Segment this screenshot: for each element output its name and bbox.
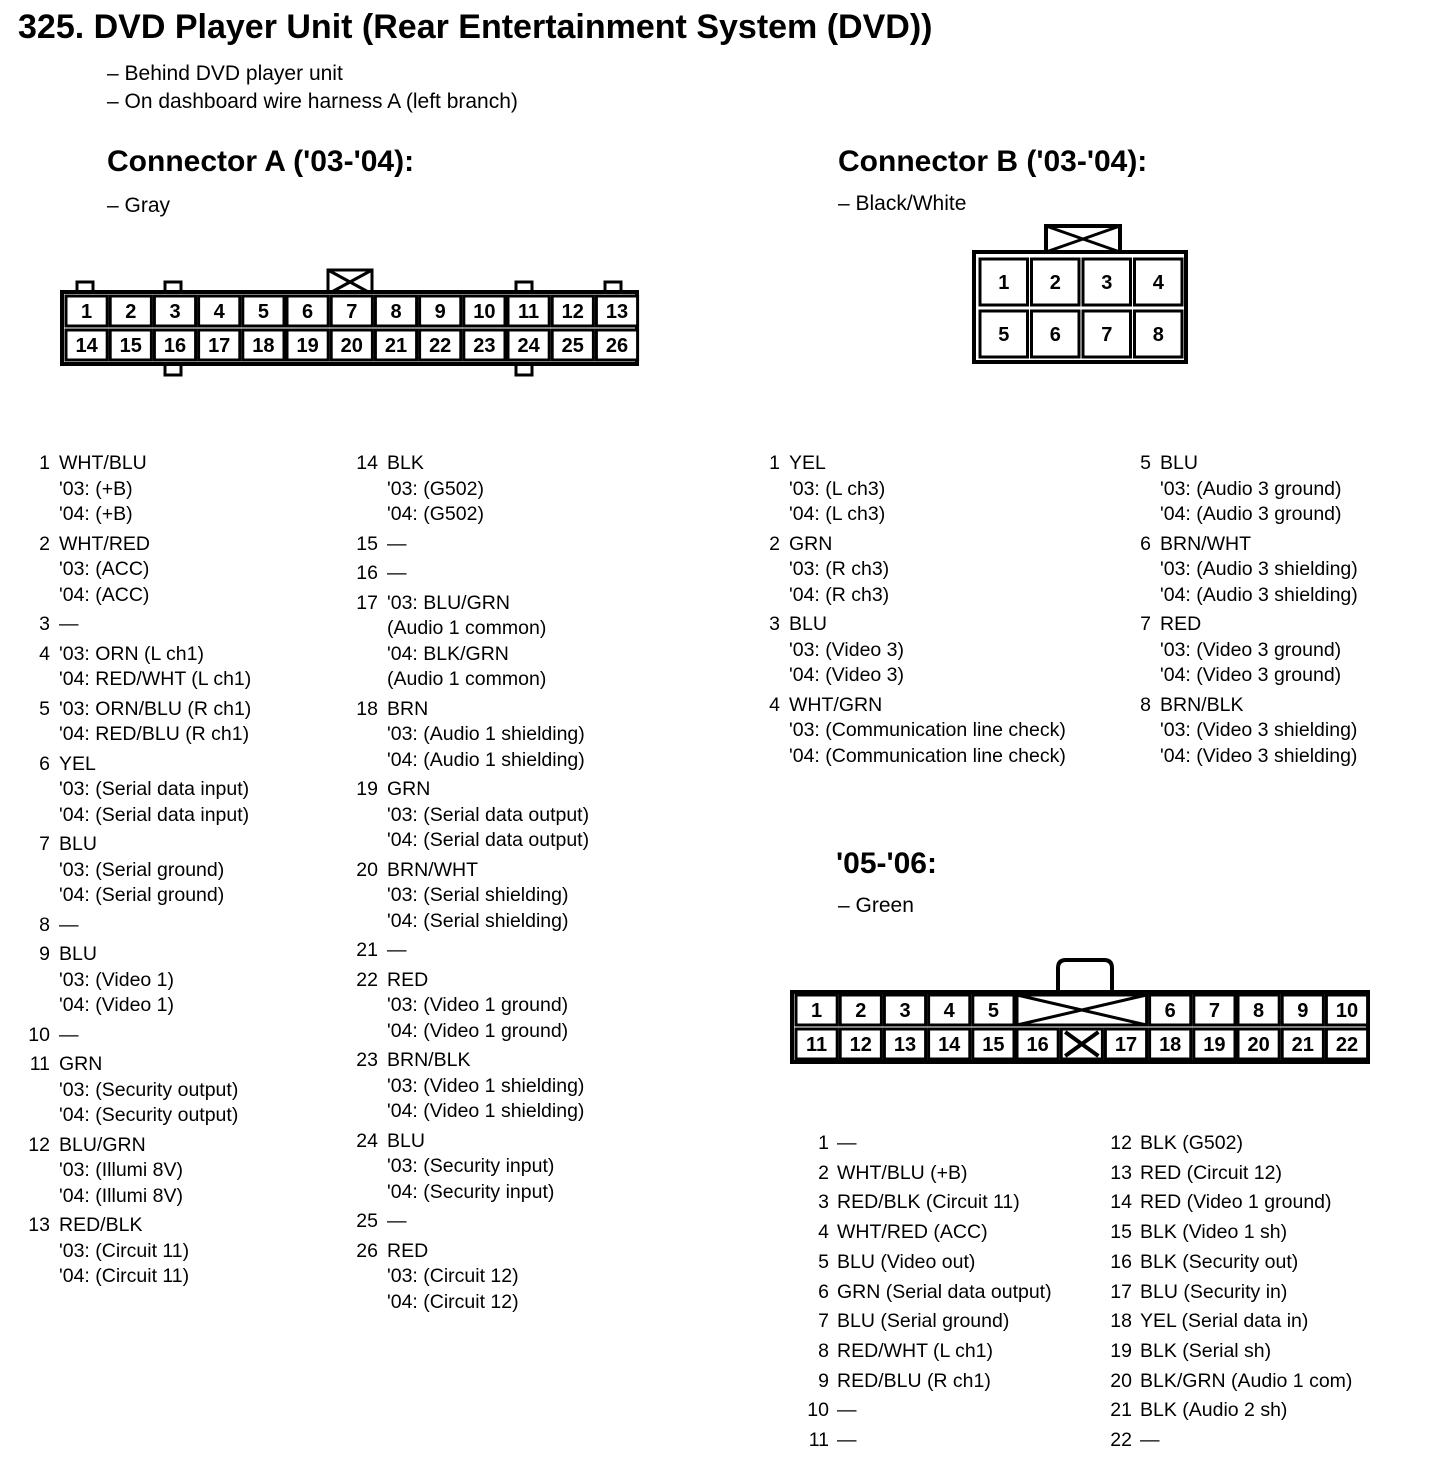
pin-number: 14: [356, 452, 378, 474]
connector-b-pin-entry: [746, 612, 1066, 689]
connector-c-pin-entry: [789, 1337, 1052, 1367]
connector-a-pin-list-left: [16, 451, 251, 1294]
pin-description-line: '03: (Serial data input): [59, 778, 250, 800]
pin-description-line: '04: (Video 3): [789, 664, 905, 686]
connector-b-pin-8: 8: [1152, 324, 1164, 346]
pin-number: 1: [818, 1132, 829, 1154]
pin-number: 6: [818, 1280, 829, 1303]
connector-a-pin-entry: [344, 1239, 589, 1316]
connector-a-pin-entry: [16, 752, 251, 829]
connector-c-pin-entry: [789, 1218, 1052, 1248]
connector-c-heading: '05-'06:: [836, 847, 937, 880]
pin-number: 2: [818, 1161, 829, 1184]
connector-a-pin-25: 25: [561, 335, 584, 357]
pin-description: BLK (Video 1 sh): [1140, 1221, 1288, 1244]
pin-description-line: '03: (ACC): [59, 558, 150, 580]
connector-a-pin-entry: [16, 1133, 251, 1210]
pin-description-line: '03: ORN (L ch1): [59, 642, 204, 665]
connector-a-pin-9: 9: [434, 301, 446, 323]
pin-description: —: [837, 1429, 857, 1452]
connector-a-pin-entry: [16, 832, 251, 909]
pin-description-line: '04: (G502): [387, 503, 484, 525]
connector-c-pin-entry: [1092, 1426, 1352, 1456]
pin-description-line: YEL: [789, 452, 826, 474]
connector-a-pin-24: 24: [517, 335, 540, 357]
pin-description: —: [837, 1132, 857, 1154]
connector-b-pin-7: 7: [1101, 324, 1113, 346]
connector-b-pin-5: 5: [998, 324, 1010, 346]
pin-description-line: '04: (R ch3): [789, 583, 890, 606]
connector-a-pin-entry: [344, 451, 589, 528]
pin-description-line: '03: (Security input): [387, 1155, 555, 1177]
pin-description-line: GRN: [387, 778, 431, 800]
connector-a-pin-entry: [344, 532, 589, 558]
pin-description: BLU (Security in): [1140, 1280, 1288, 1303]
pin-number: 21: [1110, 1399, 1132, 1422]
pin-number: 12: [28, 1133, 50, 1156]
connector-a-pin-entry: [16, 1023, 251, 1049]
connector-c-pin-entry: [789, 1159, 1052, 1189]
connector-a-pin-1: 1: [81, 301, 93, 323]
connector-b-pin-1: 1: [998, 272, 1010, 294]
pin-number: 7: [1140, 613, 1151, 635]
pin-description-line: '04: (Security input): [387, 1180, 555, 1203]
pin-description-line: '04: (L ch3): [789, 503, 886, 525]
pin-description-line: '04: (Circuit 11): [59, 1265, 190, 1287]
connector-c-pin-11: 11: [806, 1034, 828, 1056]
pin-number: 14: [1110, 1191, 1132, 1214]
pin-number: 9: [39, 943, 50, 965]
connector-a-pin-14: 14: [75, 335, 98, 357]
pin-description-line: '03: ORN/BLU (R ch1): [59, 697, 252, 720]
connector-c-pin-8: 8: [1253, 1000, 1265, 1022]
pin-description-line: '03: (Serial ground): [59, 858, 225, 881]
pin-description-line: '04: (+B): [59, 503, 133, 525]
pin-number: 3: [39, 613, 50, 635]
connector-c-pin-list-right: [1092, 1129, 1352, 1456]
connector-b-pin-list-left: [746, 451, 1066, 773]
connector-c-pin-14: 14: [938, 1034, 961, 1056]
pin-description-line: —: [59, 613, 79, 635]
pin-number: 19: [356, 778, 378, 800]
connector-a-pin-2: 2: [125, 301, 137, 323]
pin-number: 23: [356, 1049, 378, 1071]
pin-description-line: '03: (Serial data output): [387, 803, 590, 826]
pin-description-line: '04: (Serial data input): [59, 803, 250, 826]
connector-c-pin-entry: [789, 1426, 1052, 1456]
connector-a-pin-entry: [16, 451, 251, 528]
pin-number: 18: [1110, 1310, 1132, 1333]
pin-number: 25: [356, 1210, 378, 1232]
pin-description-line: '03: (Serial shielding): [387, 884, 569, 906]
pin-description-line: '03: BLU/GRN: [387, 591, 510, 614]
connector-b-pin-entry: [1117, 612, 1358, 689]
pin-description-line: WHT/RED: [59, 532, 150, 555]
pin-description-line: —: [387, 1210, 407, 1232]
pin-description-line: '03: (Video 1 shielding): [387, 1074, 585, 1097]
connector-b-pin-4: 4: [1152, 272, 1164, 294]
connector-a-pin-26: 26: [605, 335, 629, 357]
connector-a-pin-entry: [344, 968, 589, 1045]
connector-a-pin-19: 19: [296, 335, 319, 357]
pin-description-line: '04: (Serial ground): [59, 884, 225, 906]
pin-number: 20: [1110, 1369, 1132, 1392]
connector-c-pin-20: 20: [1247, 1034, 1270, 1056]
pin-number: 8: [818, 1339, 829, 1362]
pin-description-line: '03: (Circuit 12): [387, 1265, 519, 1287]
connector-a-diagram: [62, 270, 638, 375]
pin-description-line: '04: RED/WHT (L ch1): [59, 668, 252, 690]
connector-a-pin-5: 5: [257, 301, 269, 323]
connector-a-pin-entry: [344, 777, 589, 854]
pin-description-line: '04: (Video 3 shielding): [1160, 744, 1358, 767]
pin-description-line: (Audio 1 common): [387, 668, 547, 690]
pin-description: RED/BLK (Circuit 11): [837, 1191, 1020, 1214]
pin-description-line: '04: (Video 3 ground): [1160, 664, 1342, 686]
pin-description-line: '04: (Audio 3 ground): [1160, 503, 1342, 525]
pin-description-line: '04: (Security output): [59, 1104, 239, 1126]
pin-number: 18: [356, 697, 378, 720]
pin-description-line: '03: (Audio 3 shielding): [1160, 558, 1358, 580]
pin-description-line: BLU: [1160, 452, 1198, 474]
connector-c-pin-1: 1: [811, 1000, 823, 1022]
pin-number: 4: [818, 1221, 829, 1244]
pin-description: BLK (Serial sh): [1140, 1339, 1272, 1362]
connector-a-pin-entry: [16, 642, 251, 693]
pin-description-line: '04: BLK/GRN: [387, 642, 509, 665]
pin-description-line: '04: (Serial data output): [387, 829, 590, 851]
pin-description: BLK (Security out): [1140, 1250, 1299, 1273]
pin-description-line: '03: (G502): [387, 477, 484, 500]
connector-a-pin-21: 21: [384, 335, 408, 357]
pin-number: 8: [39, 913, 50, 936]
connector-c-pin-entry: [1092, 1188, 1352, 1218]
pin-number: 10: [28, 1023, 50, 1046]
pin-description-line: BRN: [387, 697, 429, 720]
connector-a-pin-8: 8: [390, 301, 402, 323]
connector-c-pin-5: 5: [987, 1000, 999, 1022]
pin-description-line: '04: (Video 1): [59, 994, 175, 1016]
connector-a-pin-entry: [344, 1209, 589, 1235]
pin-description-line: RED/BLK: [59, 1214, 143, 1236]
connector-a-pin-entry: [16, 913, 251, 939]
pin-description-line: '04: (Video 1 shielding): [387, 1100, 585, 1122]
pin-number: 2: [39, 532, 50, 555]
pin-description: BLU (Video out): [837, 1250, 976, 1273]
pin-number: 24: [356, 1129, 378, 1152]
pin-description-line: '03: (Video 1): [59, 968, 175, 991]
connector-c-pin-list-left: [789, 1129, 1052, 1456]
pin-description-line: '04: (Audio 1 shielding): [387, 748, 585, 771]
connector-a-pin-entry: [344, 858, 589, 935]
connector-a-pin-7: 7: [346, 301, 358, 323]
pin-description-line: —: [59, 913, 79, 936]
connector-a-pin-22: 22: [429, 335, 452, 357]
pin-description-line: '03: (Audio 3 ground): [1160, 477, 1342, 500]
connector-b-pin-list-right: [1117, 451, 1358, 773]
pin-description: RED (Circuit 12): [1140, 1161, 1282, 1184]
pin-number: 6: [39, 752, 50, 775]
pin-description-line: BLU: [59, 943, 97, 965]
pin-description-line: BLU: [789, 613, 827, 635]
connector-b-pin-entry: [746, 532, 1066, 609]
pin-description: BLK/GRN (Audio 1 com): [1140, 1369, 1353, 1392]
pin-number: 9: [818, 1369, 829, 1392]
pin-number: 8: [1140, 693, 1151, 716]
pin-number: 17: [356, 591, 378, 614]
pin-description-line: RED: [387, 1239, 429, 1262]
connector-c-pin-entry: [789, 1278, 1052, 1308]
connector-b-pin-entry: [1117, 532, 1358, 609]
pin-description-line: '03: (Video 3 shielding): [1160, 719, 1358, 741]
connector-c-pin-6: 6: [1164, 1000, 1176, 1022]
pin-description-line: '03: (Illumi 8V): [59, 1159, 184, 1181]
pin-description-line: —: [387, 939, 407, 961]
connector-a-pin-entry: [16, 532, 251, 609]
pin-description-line: '04: (Audio 3 shielding): [1160, 583, 1358, 606]
pin-description-line: BLK: [387, 452, 424, 474]
connector-a-pin-13: 13: [605, 301, 629, 323]
connector-c-pin-entry: [789, 1129, 1052, 1159]
connector-b-pin-entry: [1117, 693, 1358, 770]
pin-description-line: BLU/GRN: [59, 1133, 146, 1156]
connector-a-pin-entry: [16, 697, 251, 748]
connector-c-pin-15: 15: [982, 1034, 1005, 1056]
connector-b-heading: Connector B ('03-'04):: [838, 145, 1148, 178]
connector-c-pin-12: 12: [849, 1034, 872, 1056]
pin-description-line: WHT/GRN: [789, 693, 883, 716]
connector-a-pin-entry: [344, 561, 589, 587]
connector-c-pin-entry: [1092, 1159, 1352, 1189]
connector-c-pin-16: 16: [1026, 1034, 1049, 1056]
pin-description-line: '03: (Video 3 ground): [1160, 638, 1342, 661]
pin-number: 5: [818, 1250, 829, 1273]
pin-description-line: '04: (Illumi 8V): [59, 1184, 184, 1207]
connector-a-pin-3: 3: [169, 301, 181, 323]
connector-c-pin-3: 3: [899, 1000, 911, 1022]
connector-c-pin-21: 21: [1291, 1034, 1314, 1056]
pin-description: GRN (Serial data output): [837, 1280, 1052, 1303]
pin-description-line: —: [387, 562, 407, 584]
pin-number: 26: [356, 1239, 378, 1262]
connector-c-pin-7: 7: [1208, 1000, 1220, 1022]
pin-description-line: '03: (Communication line check): [789, 719, 1066, 741]
connector-a-pin-11: 11: [518, 301, 540, 323]
pin-number: 19: [1110, 1339, 1132, 1362]
pin-number: 21: [356, 939, 378, 961]
pin-description-line: '03: (Circuit 11): [59, 1239, 190, 1262]
pin-number: 22: [1110, 1429, 1132, 1452]
connector-c-color: – Green: [838, 894, 914, 917]
connector-c-pin-entry: [1092, 1278, 1352, 1308]
pin-number: 11: [29, 1053, 50, 1075]
connector-c-pin-19: 19: [1203, 1034, 1226, 1056]
connector-a-pin-18: 18: [252, 335, 275, 357]
connector-c-pin-entry: [1092, 1218, 1352, 1248]
connector-a-color: – Gray: [107, 194, 171, 217]
connector-a-pin-23: 23: [473, 335, 496, 357]
pin-description: BLK (Audio 2 sh): [1140, 1399, 1288, 1422]
pin-number: 7: [39, 833, 50, 855]
pin-number: 11: [808, 1429, 829, 1452]
connector-c-pin-entry: [1092, 1367, 1352, 1397]
pin-description-line: BRN/BLK: [1160, 693, 1244, 716]
pin-description-line: '04: (Communication line check): [789, 744, 1066, 767]
pin-number: 4: [769, 693, 780, 716]
pin-description: —: [837, 1399, 857, 1422]
pin-number: 12: [1110, 1132, 1132, 1154]
pin-description: —: [1140, 1429, 1160, 1452]
connector-c-latch: [1058, 960, 1112, 992]
connector-c-pin-entry: [789, 1396, 1052, 1426]
pin-description: WHT/BLU (+B): [837, 1161, 968, 1184]
connector-c-pin-18: 18: [1159, 1034, 1182, 1056]
connector-c-pin-9: 9: [1297, 1000, 1309, 1022]
pin-description-line: RED: [1160, 613, 1202, 635]
pin-description-line: '03: (Audio 1 shielding): [387, 723, 585, 745]
connector-b-diagram: [974, 226, 1186, 362]
pin-description-line: BRN/WHT: [387, 858, 478, 881]
connector-a-pin-15: 15: [119, 335, 142, 357]
connector-c-pin-entry: [1092, 1248, 1352, 1278]
pin-description-line: BLU: [59, 833, 97, 855]
connector-c-pin-10: 10: [1335, 1000, 1359, 1022]
connector-a-pin-6: 6: [302, 301, 314, 323]
pin-number: 20: [356, 858, 378, 881]
connector-a-pin-entry: [16, 612, 251, 638]
pin-number: 2: [769, 532, 780, 555]
pin-number: 13: [28, 1214, 50, 1236]
connector-c-pin-entry: [789, 1188, 1052, 1218]
connector-a-pin-12: 12: [561, 301, 584, 323]
connector-a-pin-entry: [16, 1052, 251, 1129]
pin-number: 16: [1110, 1250, 1132, 1273]
connector-c-pin-entry: [1092, 1129, 1352, 1159]
pin-description-line: BRN/BLK: [387, 1049, 471, 1071]
pin-description-line: YEL: [59, 752, 96, 775]
connector-a-pin-16: 16: [163, 335, 187, 357]
pin-description-line: '03: (Security output): [59, 1078, 239, 1101]
pin-description-line: '04: (Video 1 ground): [387, 1019, 569, 1042]
connector-c-pin-entry: [1092, 1396, 1352, 1426]
connector-c-pin-entry: [789, 1248, 1052, 1278]
pin-number: 5: [39, 697, 50, 720]
connector-a-pin-entry: [344, 1048, 589, 1125]
connector-a-pin-entry: [344, 1129, 589, 1206]
pin-description-line: —: [387, 532, 407, 555]
pin-number: 15: [356, 532, 378, 555]
connector-c-pin-22: 22: [1335, 1034, 1359, 1056]
pin-number: 16: [356, 562, 378, 584]
pin-number: 15: [1110, 1221, 1132, 1244]
connector-c-pin-2: 2: [855, 1000, 867, 1022]
pin-description-line: '03: (R ch3): [789, 558, 890, 580]
connector-c-pin-13: 13: [893, 1034, 917, 1056]
pin-description-line: '03: (L ch3): [789, 477, 886, 500]
connector-a-pin-entry: [16, 942, 251, 1019]
connector-b-pin-entry: [1117, 451, 1358, 528]
connector-a-pin-entry: [16, 1213, 251, 1290]
connector-a-pin-entry: [344, 697, 589, 774]
pin-description-line: '04: (ACC): [59, 583, 150, 606]
connector-b-pin-6: 6: [1049, 324, 1061, 346]
pin-description-line: '04: (Serial shielding): [387, 909, 569, 932]
pin-description: YEL (Serial data in): [1140, 1310, 1309, 1333]
connector-a-pin-list-right: [344, 451, 589, 1319]
connector-b-color: – Black/White: [838, 192, 967, 215]
pin-number: 3: [818, 1191, 829, 1214]
location-note-2: – On dashboard wire harness A (left branch): [107, 90, 518, 113]
pin-description-line: RED: [387, 968, 429, 991]
connector-a-pin-17: 17: [208, 335, 231, 357]
pin-description: BLK (G502): [1140, 1132, 1243, 1154]
pin-description: RED/BLU (R ch1): [837, 1369, 991, 1392]
pin-description-line: BLU: [387, 1129, 425, 1152]
pin-number: 22: [356, 968, 378, 991]
connector-a-heading: Connector A ('03-'04):: [107, 145, 415, 178]
pin-number: 1: [769, 452, 780, 474]
pin-number: 10: [807, 1399, 829, 1422]
pin-description-line: GRN: [59, 1053, 103, 1075]
connector-c-pin-entry: [1092, 1307, 1352, 1337]
pin-description-line: '03: (Video 1 ground): [387, 994, 569, 1016]
pin-number: 17: [1110, 1280, 1132, 1303]
connector-a-pin-entry: [344, 591, 589, 693]
connector-c-pin-4: 4: [943, 1000, 955, 1022]
pin-description-line: '03: (Video 3): [789, 638, 905, 661]
connector-c-pin-entry: [1092, 1337, 1352, 1367]
pin-number: 13: [1110, 1161, 1132, 1184]
connector-b-pin-3: 3: [1101, 272, 1113, 294]
page-title: 325. DVD Player Unit (Rear Entertainment System (DVD)): [18, 8, 933, 46]
connector-a-pin-10: 10: [473, 301, 496, 323]
connector-c-pin-17: 17: [1114, 1034, 1138, 1056]
connector-a-pin-4: 4: [213, 301, 225, 323]
pin-number: 5: [1140, 452, 1151, 474]
pin-description-line: '04: (Circuit 12): [387, 1290, 519, 1313]
pin-description: RED (Video 1 ground): [1140, 1191, 1332, 1214]
connector-a-pin-20: 20: [340, 335, 363, 357]
connector-b-pin-entry: [746, 693, 1066, 770]
connector-a-pin-entry: [344, 938, 589, 964]
pin-description-line: GRN: [789, 532, 833, 555]
pin-description-line: BRN/WHT: [1160, 532, 1251, 555]
pin-number: 6: [1140, 532, 1151, 555]
connector-b-pin-2: 2: [1049, 272, 1061, 294]
pin-number: 4: [39, 642, 50, 665]
pin-description-line: '03: (+B): [59, 477, 133, 500]
pin-number: 3: [769, 613, 780, 635]
pin-description: BLU (Serial ground): [837, 1310, 1010, 1333]
connector-c-pin-entry: [789, 1367, 1052, 1397]
pin-description-line: WHT/BLU: [59, 452, 147, 474]
pin-number: 7: [818, 1310, 829, 1333]
pin-number: 1: [39, 452, 50, 474]
connector-c-diagram: [792, 960, 1368, 1062]
location-note-1: – Behind DVD player unit: [107, 62, 343, 85]
pin-description: WHT/RED (ACC): [837, 1221, 988, 1244]
pin-description: RED/WHT (L ch1): [837, 1339, 994, 1362]
pin-description-line: (Audio 1 common): [387, 617, 547, 639]
connector-c-pin-entry: [789, 1307, 1052, 1337]
pin-description-line: —: [59, 1023, 79, 1046]
connector-b-pin-entry: [746, 451, 1066, 528]
pin-description-line: '04: RED/BLU (R ch1): [59, 723, 250, 745]
